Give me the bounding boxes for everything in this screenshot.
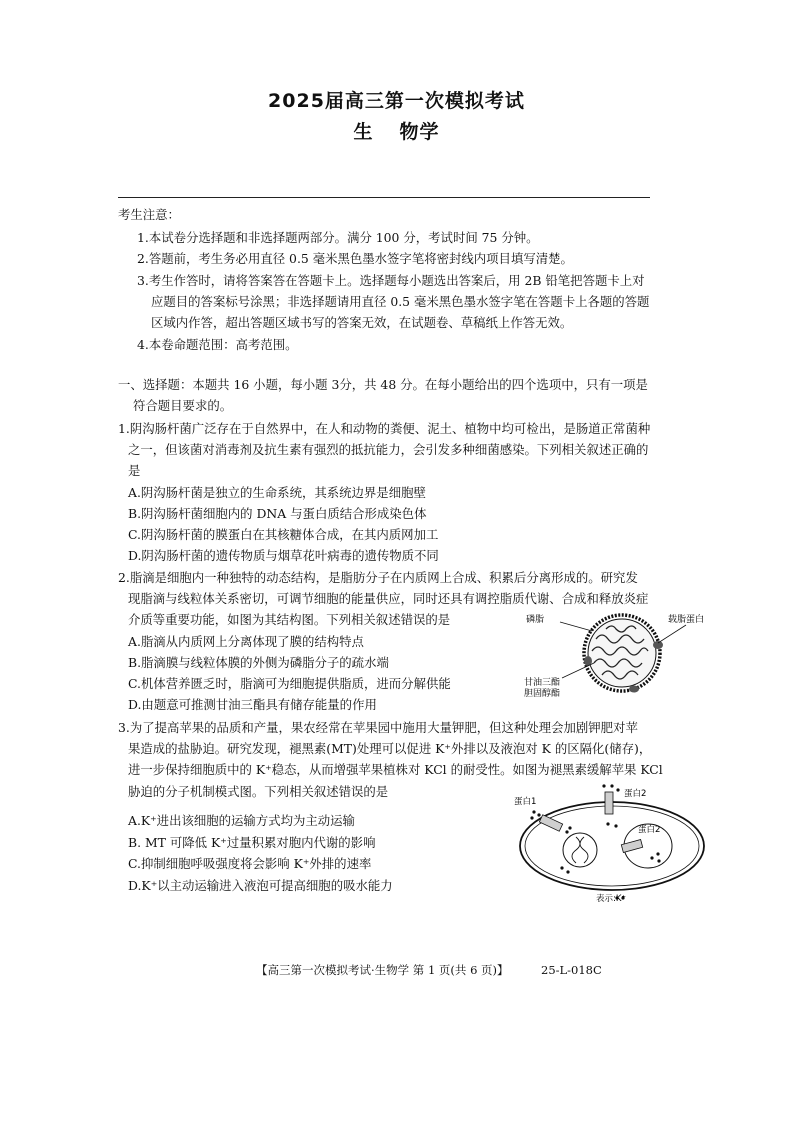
q2-stem: 2.脂滴是细胞内一种独特的动态结构，是脂肪分子在内质网上合成、积累后分离形成的。研究发	[118, 570, 638, 585]
q1-option-d: D.阴沟肠杆菌的遗传物质与烟草花叶病毒的遗传物质不同	[128, 548, 439, 563]
q3-stem: 果造成的盐胁迫。研究发现，褪黑素(MT)处理可以促进 K⁺外排以及液泡对 K 的区隔化(储存)，	[128, 741, 652, 756]
label-protein1: 蛋白1	[514, 797, 537, 807]
q2-option-a: A.脂滴从内质网上分离体现了膜的结构特点	[128, 634, 364, 649]
notice-item-continued: 区域内作答，超出答题区域书写的答案无效，在试题卷、草稿纸上作答无效。	[151, 315, 573, 330]
exam-title: 2025届高三第一次模拟考试	[268, 90, 525, 112]
section-heading: 一、选择题：本题共 16 小题，每小题 3分，共 48 分。在每小题给出的四个选项中，只有一项是	[118, 377, 648, 392]
k-transport-figure	[512, 782, 717, 904]
q3-option-b: B. MT 可降低 K⁺过量积累对胞内代谢的影响	[128, 835, 376, 850]
notice-heading: 考生注意：	[118, 207, 180, 222]
q1-option-b: B.阴沟肠杆菌细胞内的 DNA 与蛋白质结合形成染色体	[128, 506, 427, 521]
subject-title	[0, 117, 793, 144]
footer-code: 25-L-018C	[541, 963, 602, 977]
notice-item: 3.考生作答时，请将答案答在答题卡上。选择题每小题选出答案后，用 2B 铅笔把答题卡上对	[137, 273, 645, 288]
q3-stem: 3.为了提高苹果的品质和产量，果农经常在苹果园中施用大量钾肥，但这种处理会加剧钾肥对苹	[118, 720, 638, 735]
q3-option-c: C.抑制细胞呼吸强度将会影响 K⁺外排的速率	[128, 856, 372, 871]
q3-option-a: A.K⁺进出该细胞的运输方式均为主动运输	[128, 813, 355, 828]
q2-stem: 现脂滴与线粒体关系密切，可调节细胞的能量供应，同时还具有调控脂质代谢、合成和释放炎症	[128, 591, 649, 606]
q1-stem: 1.阴沟肠杆菌广泛存在于自然界中，在人和动物的粪便、泥土、植物中均可检出，是肠道正常菌种	[118, 421, 651, 436]
section-heading-continued: 符合题目要求的。	[133, 398, 233, 413]
label-core-line1: 甘油三酯	[524, 678, 561, 688]
q1-stem: 是	[128, 463, 141, 478]
cell-icon	[520, 802, 704, 890]
label-core-line2: 胆固醇酯	[524, 689, 561, 699]
notice-item: 4.本卷命题范围：高考范围。	[137, 337, 298, 352]
label-protein2: 蛋白2	[624, 789, 647, 799]
q3-stem: 进一步保持细胞质中的 K⁺稳态，从而增强苹果植株对 KCl 的耐受性。如图为褪黑素缓解苹果 KCl	[128, 762, 663, 777]
q3-option-d: D.K⁺以主动运输进入液泡可提高细胞的吸水能力	[128, 878, 393, 893]
lipid-droplet-icon	[584, 615, 663, 693]
lipid-droplet-figure	[522, 605, 722, 700]
q2-option-d: D.由题意可推测甘油三酯具有储存能量的作用	[128, 697, 377, 712]
notice-item: 2.答题前，考生务必用直径 0.5 毫米黑色墨水签字笔将密封线内项目填写清楚。	[137, 251, 573, 266]
footer-page-info: 【高三第一次模拟考试·生物学 第 1 页(共 6 页)】	[256, 963, 509, 977]
subject-title-part2: 物学	[399, 121, 440, 143]
label-apolipoprotein: 载脂蛋白	[668, 615, 705, 625]
subject-title-part1: 生	[353, 121, 374, 143]
protein2-channel-icon	[605, 792, 613, 814]
q1-option-c: C.阴沟肠杆菌的膜蛋白在其核糖体合成，在其内质网加工	[128, 527, 439, 542]
q1-stem: 之一，但该菌对消毒剂及抗生素有强烈的抵抗能力，会引发多种细菌感染。下列相关叙述正确的	[128, 442, 649, 457]
q2-stem: 介质等重要功能，如图为其结构图。下列相关叙述错误的是	[128, 612, 451, 627]
nucleus-icon	[563, 833, 597, 867]
legend-potassium: 表示:K⁺	[596, 894, 626, 904]
q2-option-c: C.机体营养匮乏时，脂滴可为细胞提供脂质，进而分解供能	[128, 676, 451, 691]
label-protein3: 蛋白2	[638, 825, 661, 835]
q3-stem: 胁迫的分子机制模式图。下列相关叙述错误的是	[128, 784, 389, 799]
label-phospholipid: 磷脂	[526, 615, 545, 625]
notice-item-continued: 应题目的答案标号涂黑；非选择题请用直径 0.5 毫米黑色墨水签字笔在答题卡上各题的答题	[151, 294, 650, 309]
notice-item: 1.本试卷分选择题和非选择题两部分。满分 100 分，考试时间 75 分钟。	[137, 230, 539, 245]
q1-option-a: A.阴沟肠杆菌是独立的生命系统，其系统边界是细胞壁	[128, 485, 426, 500]
header-rule	[118, 197, 650, 198]
q2-option-b: B.脂滴膜与线粒体膜的外侧为磷脂分子的疏水端	[128, 655, 389, 670]
